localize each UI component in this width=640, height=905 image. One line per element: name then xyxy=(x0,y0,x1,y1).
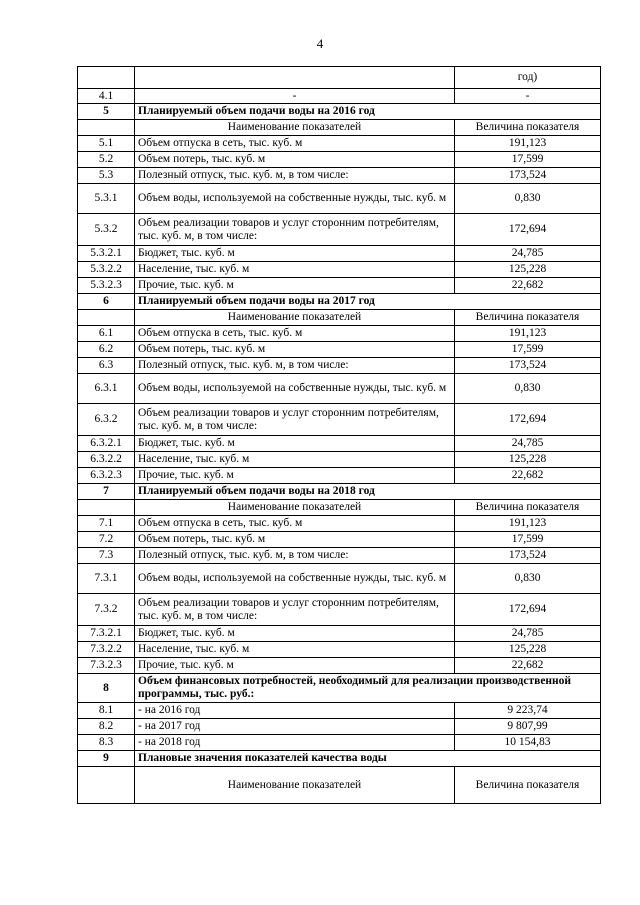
page-number: 4 xyxy=(316,36,324,51)
row-value: 24,785 xyxy=(455,246,601,262)
row-name: - на 2017 год xyxy=(135,719,455,735)
row-name: Полезный отпуск, тыс. куб. м, в том числе: xyxy=(135,548,455,564)
empty-cell xyxy=(78,500,135,516)
row-number: 7.3.2 xyxy=(78,594,135,626)
row-name: Прочие, тыс. куб. м xyxy=(135,278,455,294)
section-number: 6 xyxy=(78,294,135,310)
section-number: 9 xyxy=(78,751,135,767)
section-title: Планируемый объем подачи воды на 2018 год xyxy=(135,484,601,500)
row-value: 17,599 xyxy=(455,342,601,358)
column-header-value: Величина показателя xyxy=(455,310,601,326)
row-name: Объем отпуска в сеть, тыс. куб. м xyxy=(135,516,455,532)
table-row xyxy=(78,326,601,342)
row-value: 191,123 xyxy=(455,136,601,152)
row-number xyxy=(78,67,135,89)
table-row xyxy=(78,278,601,294)
section-title: Плановые значения показателей качества воды xyxy=(135,751,601,767)
row-name: Объем воды, используемой на собственные нужды, тыс. куб. м xyxy=(135,374,455,404)
row-number: 7.3.2.2 xyxy=(78,642,135,658)
row-name: Прочие, тыс. куб. м xyxy=(135,468,455,484)
table-row xyxy=(78,246,601,262)
table-row xyxy=(78,168,601,184)
row-value: - xyxy=(455,89,601,104)
empty-cell xyxy=(78,767,135,804)
row-number: 5.3.1 xyxy=(78,184,135,214)
column-header-value: Величина показателя xyxy=(455,120,601,136)
table-row xyxy=(78,358,601,374)
row-name: Объем потерь, тыс. куб. м xyxy=(135,532,455,548)
row-value: 172,694 xyxy=(455,214,601,246)
row-value: 9 807,99 xyxy=(455,719,601,735)
row-name: Объем отпуска в сеть, тыс. куб. м xyxy=(135,136,455,152)
row-value: 22,682 xyxy=(455,658,601,674)
row-name: Объем воды, используемой на собственные нужды, тыс. куб. м xyxy=(135,564,455,594)
row-name: Прочие, тыс. куб. м xyxy=(135,658,455,674)
row-number: 5.3 xyxy=(78,168,135,184)
table-row xyxy=(78,436,601,452)
row-value: год) xyxy=(455,67,601,89)
row-name: - на 2018 год xyxy=(135,735,455,751)
section-heading-row xyxy=(78,104,601,120)
section-heading-row xyxy=(78,484,601,500)
table-row xyxy=(78,594,601,626)
row-value: 125,228 xyxy=(455,452,601,468)
column-header-row xyxy=(78,500,601,516)
table-row xyxy=(78,468,601,484)
row-number: 5.3.2.1 xyxy=(78,246,135,262)
empty-cell xyxy=(78,120,135,136)
row-value: 172,694 xyxy=(455,404,601,436)
table-row xyxy=(78,404,601,436)
row-name: Бюджет, тыс. куб. м xyxy=(135,246,455,262)
section-number: 5 xyxy=(78,104,135,120)
section-heading-row xyxy=(78,674,601,703)
row-name: Полезный отпуск, тыс. куб. м, в том числе: xyxy=(135,358,455,374)
row-number: 7.2 xyxy=(78,532,135,548)
row-number: 5.3.2.2 xyxy=(78,262,135,278)
table-row xyxy=(78,532,601,548)
row-name: Объем потерь, тыс. куб. м xyxy=(135,152,455,168)
row-number: 7.3 xyxy=(78,548,135,564)
row-value: 17,599 xyxy=(455,532,601,548)
table-row xyxy=(78,626,601,642)
section-title: Планируемый объем подачи воды на 2017 год xyxy=(135,294,601,310)
table-row xyxy=(78,703,601,719)
row-name: - xyxy=(135,89,455,104)
row-value: 0,830 xyxy=(455,564,601,594)
row-value: 22,682 xyxy=(455,468,601,484)
section-heading-row xyxy=(78,294,601,310)
row-number: 7.1 xyxy=(78,516,135,532)
column-header-value: Величина показателя xyxy=(455,500,601,516)
column-header-name: Наименование показателей xyxy=(135,310,455,326)
table-row xyxy=(78,152,601,168)
column-header-value: Величина показателя xyxy=(455,767,601,804)
row-number: 6.3.2.1 xyxy=(78,436,135,452)
row-name: Население, тыс. куб. м xyxy=(135,452,455,468)
row-value: 22,682 xyxy=(455,278,601,294)
section-heading-row xyxy=(78,751,601,767)
column-header-name: Наименование показателей xyxy=(135,767,455,804)
row-number: 4.1 xyxy=(78,89,135,104)
row-number: 6.3.2.2 xyxy=(78,452,135,468)
row-value: 172,694 xyxy=(455,594,601,626)
row-number: 8.1 xyxy=(78,703,135,719)
row-name: Объем реализации товаров и услуг сторонним потребителям, тыс. куб. м, в том числе: xyxy=(135,214,455,246)
row-value: 24,785 xyxy=(455,626,601,642)
column-header-name: Наименование показателей xyxy=(135,500,455,516)
row-name: Население, тыс. куб. м xyxy=(135,262,455,278)
row-value: 173,524 xyxy=(455,358,601,374)
column-header-row xyxy=(78,767,601,804)
row-name: - на 2016 год xyxy=(135,703,455,719)
row-name: Объем реализации товаров и услуг сторонним потребителям, тыс. куб. м, в том числе: xyxy=(135,594,455,626)
section-number: 7 xyxy=(78,484,135,500)
column-header-row xyxy=(78,120,601,136)
table-row xyxy=(78,89,601,104)
row-number: 6.1 xyxy=(78,326,135,342)
row-number: 8.3 xyxy=(78,735,135,751)
row-name xyxy=(135,67,455,89)
row-name: Бюджет, тыс. куб. м xyxy=(135,626,455,642)
row-number: 6.3.2 xyxy=(78,404,135,436)
table-row xyxy=(78,214,601,246)
row-number: 5.3.2 xyxy=(78,214,135,246)
row-value: 24,785 xyxy=(455,436,601,452)
table-row xyxy=(78,548,601,564)
row-value: 173,524 xyxy=(455,168,601,184)
row-number: 6.3 xyxy=(78,358,135,374)
table-row xyxy=(78,642,601,658)
row-number: 7.3.1 xyxy=(78,564,135,594)
row-value: 173,524 xyxy=(455,548,601,564)
table-row xyxy=(78,452,601,468)
table-row xyxy=(78,719,601,735)
table-row xyxy=(78,735,601,751)
row-value: 10 154,83 xyxy=(455,735,601,751)
empty-cell xyxy=(78,310,135,326)
table-row xyxy=(78,136,601,152)
section-title: Объем финансовых потребностей, необходимый для реализации производственной программы, тыс. руб.: xyxy=(135,674,601,703)
table-row xyxy=(78,658,601,674)
row-name: Объем воды, используемой на собственные нужды, тыс. куб. м xyxy=(135,184,455,214)
row-number: 5.1 xyxy=(78,136,135,152)
table-row xyxy=(78,516,601,532)
row-value: 9 223,74 xyxy=(455,703,601,719)
row-name: Объем потерь, тыс. куб. м xyxy=(135,342,455,358)
row-number: 5.3.2.3 xyxy=(78,278,135,294)
row-number: 6.2 xyxy=(78,342,135,358)
table-row xyxy=(78,564,601,594)
table-row xyxy=(78,184,601,214)
row-value: 191,123 xyxy=(455,326,601,342)
section-title: Планируемый объем подачи воды на 2016 год xyxy=(135,104,601,120)
production-program-table xyxy=(77,66,601,804)
row-number: 6.3.1 xyxy=(78,374,135,404)
row-name: Полезный отпуск, тыс. куб. м, в том числе: xyxy=(135,168,455,184)
row-value: 191,123 xyxy=(455,516,601,532)
row-name: Население, тыс. куб. м xyxy=(135,642,455,658)
column-header-row xyxy=(78,310,601,326)
row-number: 7.3.2.3 xyxy=(78,658,135,674)
table-row xyxy=(78,262,601,278)
row-number: 8.2 xyxy=(78,719,135,735)
row-value: 17,599 xyxy=(455,152,601,168)
table-row xyxy=(78,342,601,358)
table-row xyxy=(78,374,601,404)
table-row xyxy=(78,67,601,89)
row-number: 7.3.2.1 xyxy=(78,626,135,642)
row-value: 125,228 xyxy=(455,262,601,278)
row-name: Объем реализации товаров и услуг сторонним потребителям, тыс. куб. м, в том числе: xyxy=(135,404,455,436)
row-number: 5.2 xyxy=(78,152,135,168)
row-value: 0,830 xyxy=(455,374,601,404)
column-header-name: Наименование показателей xyxy=(135,120,455,136)
section-number: 8 xyxy=(78,674,135,703)
row-name: Объем отпуска в сеть, тыс. куб. м xyxy=(135,326,455,342)
row-value: 125,228 xyxy=(455,642,601,658)
row-name: Бюджет, тыс. куб. м xyxy=(135,436,455,452)
row-number: 6.3.2.3 xyxy=(78,468,135,484)
row-value: 0,830 xyxy=(455,184,601,214)
